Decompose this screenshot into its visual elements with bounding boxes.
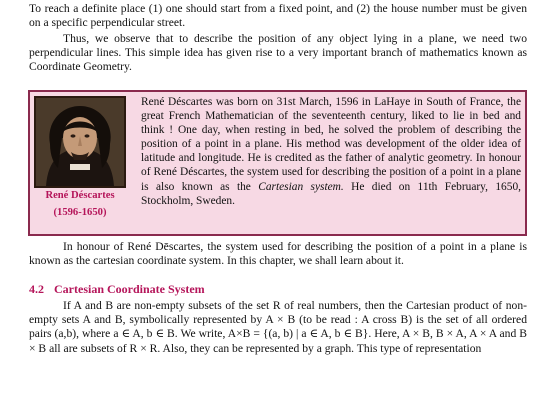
biography-text-main: René Déscartes was born on 31st March, 1596 in LaHaye in South of France, the great French Mathematician of the seventeenth century, liked to lie in bed and think ! One day, when resting in bed, he solved the problem of describing the position of a point in a plane. His method was development of the older idea of latitude and longitude. He is credited as the father of analytic geometry. In honour of René Déscartes, the system used for describing the position of a point in a plane is also known as the: [141, 96, 521, 193]
portrait-image: [36, 98, 124, 186]
section-heading: [29, 282, 205, 296]
section-number: 4.2: [29, 282, 44, 296]
intro-paragraph-2: Thus, we observe that to describe the position of any object lying in a plane, we need two perpendicular lines. This simple idea has given rise to a very important branch of mathematics known as Coordinate Geometry.: [29, 32, 527, 74]
intro-paragraph-1: To reach a definite place (1) one should start from a fixed point, and (2) the house number must be given on a specific perpendicular street.: [29, 2, 527, 30]
after-box-paragraph: In honour of René Dēscartes, the system used for describing the position of a point in a plane is known as the cartesian coordinate system. In this chapter, we shall learn about it.: [29, 240, 527, 268]
section-title: Cartesian Coordinate System: [54, 282, 205, 296]
cartesian-system-term: Cartesian system.: [258, 180, 344, 193]
cartesian-product-paragraph: If A and B are non-empty subsets of the set R of real numbers, then the Cartesian product of non-empty sets A and B, symbolically represented by A × B (to be read : A cross B) is the set of all ordered pairs (a,b), where a ∈ A, b ∈ B. We write, A×B = {(a, b) | a ∈ A, b ∈ B}. Here, A × B, B × A, A × A and B × B all are subsets of R × R. Also, they can be represented by a graph. This type of representation: [29, 299, 527, 355]
portrait-caption-name: René Déscartes: [45, 190, 115, 201]
descartes-portrait: [34, 96, 126, 188]
portrait-caption-dates: (1596-1650): [53, 207, 107, 218]
biography-box: [28, 90, 527, 236]
biography-text-end: He died on 11th February, 1650, Stockholm, Sweden.: [141, 180, 521, 207]
